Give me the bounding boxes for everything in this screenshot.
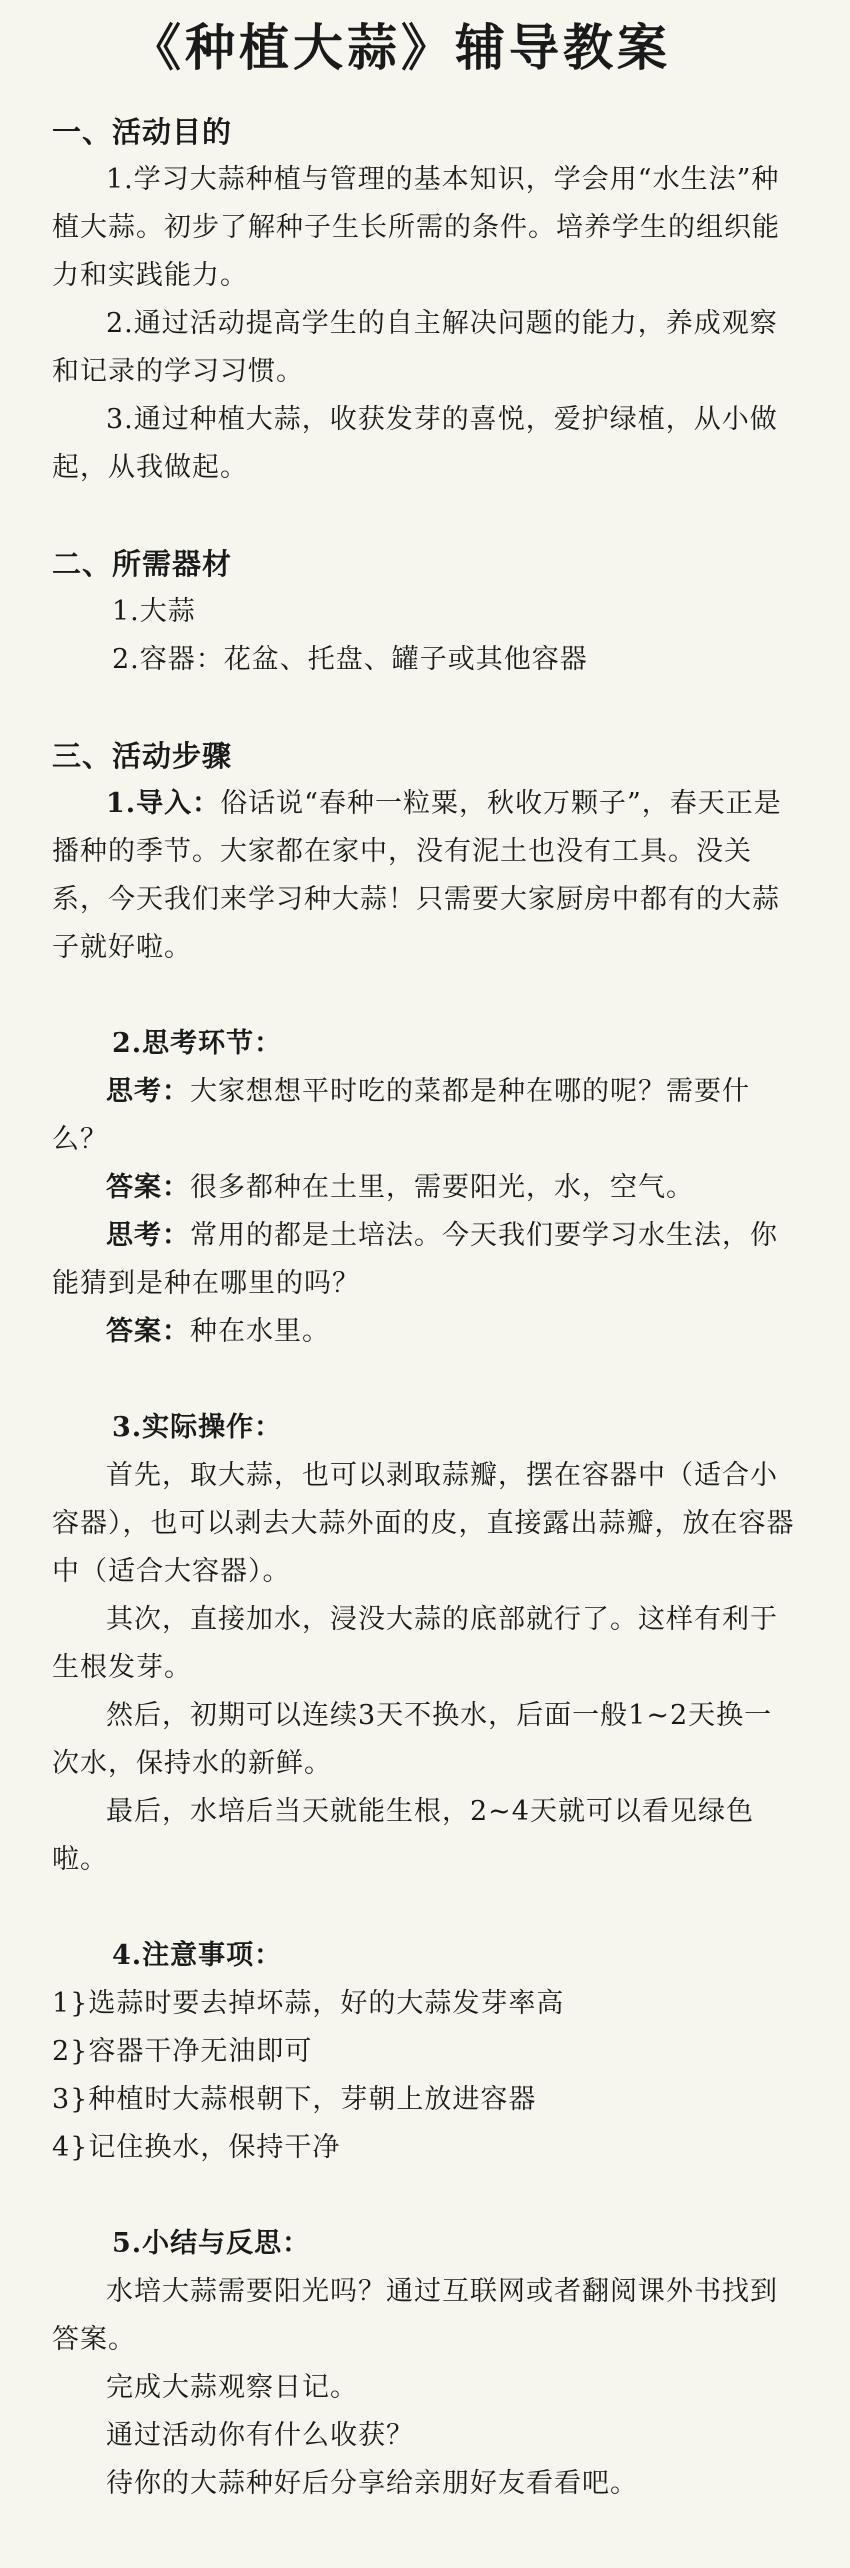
list-item: 2.容器：花盆、托盘、罐子或其他容器 [112,644,588,675]
section-steps [52,732,800,2508]
section-heading: 二、所需器材 [52,547,233,581]
paragraph: 待你的大蒜种好后分享给亲朋好友看看吧。 [106,2468,638,2499]
question-label: 思考： [106,1220,190,1251]
paragraph: 通过活动你有什么收获？ [106,2420,414,2451]
intro-text: 俗话说“春种一粒粟，秋收万颗子”，春天正是播种的季节。大家都在家中，没有泥土也没有工具。没关系，今天我们来学习种大蒜！只需要大家厨房中都有的大蒜子就好啦。 [52,788,782,963]
paragraph: 1.学习大蒜种植与管理的基本知识，学会用“水生法”种植大蒜。初步了解种子生长所需的条件。培养学生的组织能力和实践能力。 [52,164,780,291]
question [52,1212,800,1308]
paragraph: 2.通过活动提高学生的自主解决问题的能力，养成观察和记录的学习习惯。 [52,308,778,387]
question [52,1068,800,1164]
subsection-title: 2.思考环节： [112,1028,283,1059]
section-heading: 一、活动目的 [52,115,233,149]
answer [52,1164,800,1212]
section-purpose [52,108,800,492]
question-text: 常用的都是土培法。今天我们要学习水生法，你能猜到是种在哪里的吗？ [52,1220,778,1299]
answer-label: 答案： [106,1316,190,1347]
answer-text: 种在水里。 [190,1316,330,1347]
section-materials [52,540,800,684]
list-item: 4}记住换水，保持干净 [52,2132,341,2163]
paragraph: 首先，取大蒜，也可以剥取蒜瓣，摆在容器中（适合小容器），也可以剥去大蒜外面的皮，直接露出蒜瓣，放在容器中（适合大容器）。 [52,1460,795,1587]
answer [52,1308,800,1356]
paragraph: 其次，直接加水，浸没大蒜的底部就行了。这样有利于生根发芽。 [52,1604,778,1683]
paragraph-intro [52,780,800,972]
list-item: 2}容器干净无油即可 [52,2036,313,2067]
question-text: 大家想想平时吃的菜都是种在哪的呢？需要什么？ [52,1076,750,1155]
subsection-title: 3.实际操作： [112,1412,283,1443]
subsection-title: 4.注意事项： [112,1940,283,1971]
list-item: 1.大蒜 [112,596,196,627]
question-label: 思考： [106,1076,190,1107]
paragraph: 3.通过种植大蒜，收获发芽的喜悦，爱护绿植，从小做起，从我做起。 [52,404,778,483]
intro-label: 1.导入： [106,788,221,819]
paragraph: 然后，初期可以连续3天不换水，后面一般1~2天换一次水，保持水的新鲜。 [52,1700,773,1779]
document-title: 《种植大蒜》辅导教案 [131,18,671,77]
paragraph: 最后，水培后当天就能生根，2~4天就可以看见绿色啦。 [52,1796,754,1875]
subsection-title: 5.小结与反思： [112,2228,311,2259]
answer-text: 很多都种在土里，需要阳光，水，空气。 [190,1172,694,1203]
paragraph: 水培大蒜需要阳光吗？通过互联网或者翻阅课外书找到答案。 [52,2276,778,2355]
paragraph: 完成大蒜观察日记。 [106,2372,358,2403]
list-item: 1}选蒜时要去掉坏蒜，好的大蒜发芽率高 [52,1988,565,2019]
list-item: 3}种植时大蒜根朝下，芽朝上放进容器 [52,2084,537,2115]
answer-label: 答案： [106,1172,190,1203]
section-heading: 三、活动步骤 [52,739,233,773]
